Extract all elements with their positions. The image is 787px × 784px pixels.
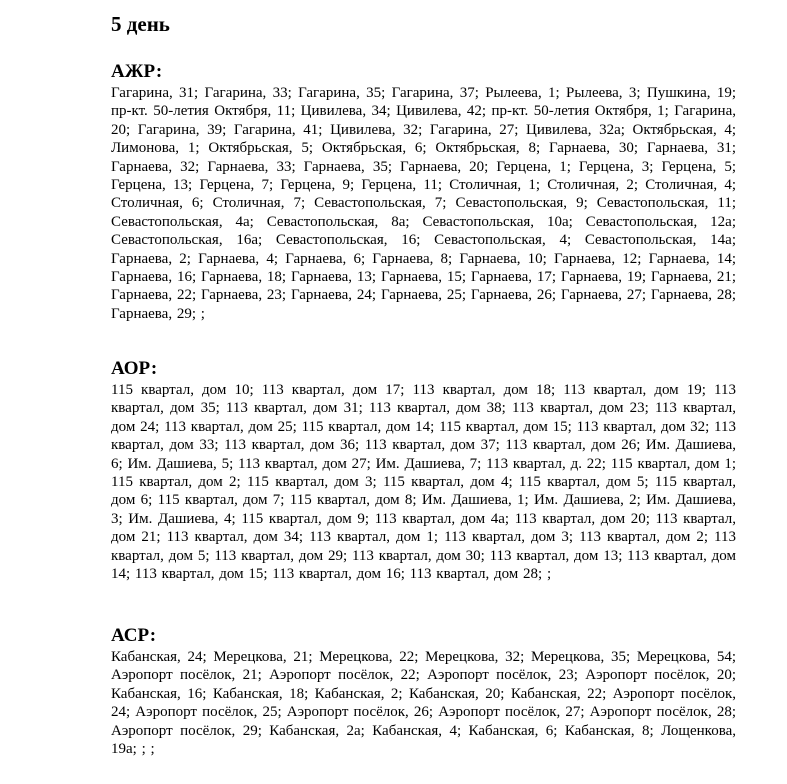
section-heading-aghr: АЖР: — [111, 61, 163, 82]
section-asr — [111, 625, 736, 758]
section-addresses-aor: 115 квартал, дом 10; 113 квартал, дом 17; 113 квартал, дом 18; 113 квартал, дом 19; 113 квартал, дом 35; 113 квартал, дом 31; 113 квартал, дом 38; 113 квартал, дом 23; 113 квартал, дом 24; 113 квартал, дом 25; 115 квартал, дом 14; 115 квартал, дом 15; 113 квартал, дом 32; 113 квартал, дом 33; 113 квартал, дом 36; 113 квартал, дом 37; 113 квартал, дом 26; Им. Дашиева, 6; Им. Дашиева, 5; 113 квартал, дом 27; Им. Дашиева, 7; 113 квартал, д. 22; 115 квартал, дом 1; 115 квартал, дом 2; 115 квартал, дом 3; 115 квартал, дом 4; 115 квартал, дом 5; 115 квартал, дом 6; 115 квартал, дом 7; 115 квартал, дом 8; Им. Дашиева, 1; Им. Дашиева, 2; Им. Дашиева, 3; Им. Дашиева, 4; 115 квартал, дом 9; 113 квартал, дом 4а; 113 квартал, дом 20; 113 квартал, дом 21; 113 квартал, дом 34; 113 квартал, дом 1; 113 квартал, дом 3; 113 квартал, дом 2; 113 квартал, дом 5; 113 квартал, дом 29; 113 квартал, дом 30; 113 квартал, дом 13; 113 квартал, дом 14; 113 квартал, дом 15; 113 квартал, дом 16; 113 квартал, дом 28; ; — [111, 382, 736, 583]
section-aor — [111, 358, 736, 583]
section-addresses-aghr: Гагарина, 31; Гагарина, 33; Гагарина, 35; Гагарина, 37; Рылеева, 1; Рылеева, 3; Пушкина, 19; пр-кт. 50-летия Октября, 11; Цивилева, 34; Цивилева, 42; пр-кт. 50-летия Октября, 1; Гагарина, 20; Гагарина, 39; Гагарина, 41; Цивилева, 32; Гагарина, 27; Цивилева, 32а; Октябрьская, 4; Лимонова, 1; Октябрьская, 5; Октябрьская, 6; Октябрьская, 8; Гарнаева, 30; Гарнаева, 31; Гарнаева, 32; Гарнаева, 33; Гарнаева, 35; Гарнаева, 20; Герцена, 1; Герцена, 3; Герцена, 5; Герцена, 13; Герцена, 7; Герцена, 9; Герцена, 11; Столичная, 1; Столичная, 2; Столичная, 4; Столичная, 6; Столичная, 7; Севастопольская, 7; Севастопольская, 9; Севастопольская, 11; Севастопольская, 4а; Севастопольская, 8а; Севастопольская, 10а; Севастопольская, 12а; Севастопольская, 16а; Севастопольская, 16; Севастопольская, 4; Севастопольская, 14а; Гарнаева, 2; Гарнаева, 4; Гарнаева, 6; Гарнаева, 8; Гарнаева, 10; Гарнаева, 12; Гарнаева, 14; Гарнаева, 16; Гарнаева, 18; Гарнаева, 13; Гарнаева, 15; Гарнаева, 17; Гарнаева, 19; Гарнаева, 21; Гарнаева, 22; Гарнаева, 23; Гарнаева, 24; Гарнаева, 25; Гарнаева, 26; Гарнаева, 27; Гарнаева, 28; Гарнаева, 29; ; — [111, 85, 736, 322]
section-aghr — [111, 61, 736, 323]
section-heading-aor: АОР: — [111, 358, 158, 379]
day-title: 5 день — [111, 12, 170, 36]
section-addresses-asr: Кабанская, 24; Мерецкова, 21; Мерецкова, 22; Мерецкова, 32; Мерецкова, 35; Мерецкова, 54; Аэропорт посёлок, 21; Аэропорт посёлок, 22; Аэропорт посёлок, 23; Аэропорт посёлок, 20; Кабанская, 16; Кабанская, 18; Кабанская, 2; Кабанская, 20; Кабанская, 22; Аэропорт посёлок, 24; Аэропорт посёлок, 25; Аэропорт посёлок, 26; Аэропорт посёлок, 27; Аэропорт посёлок, 28; Аэропорт посёлок, 29; Кабанская, 2а; Кабанская, 4; Кабанская, 6; Кабанская, 8; Лощенкова, 19а; ; ; — [111, 649, 736, 758]
section-heading-asr: АСР: — [111, 625, 157, 646]
